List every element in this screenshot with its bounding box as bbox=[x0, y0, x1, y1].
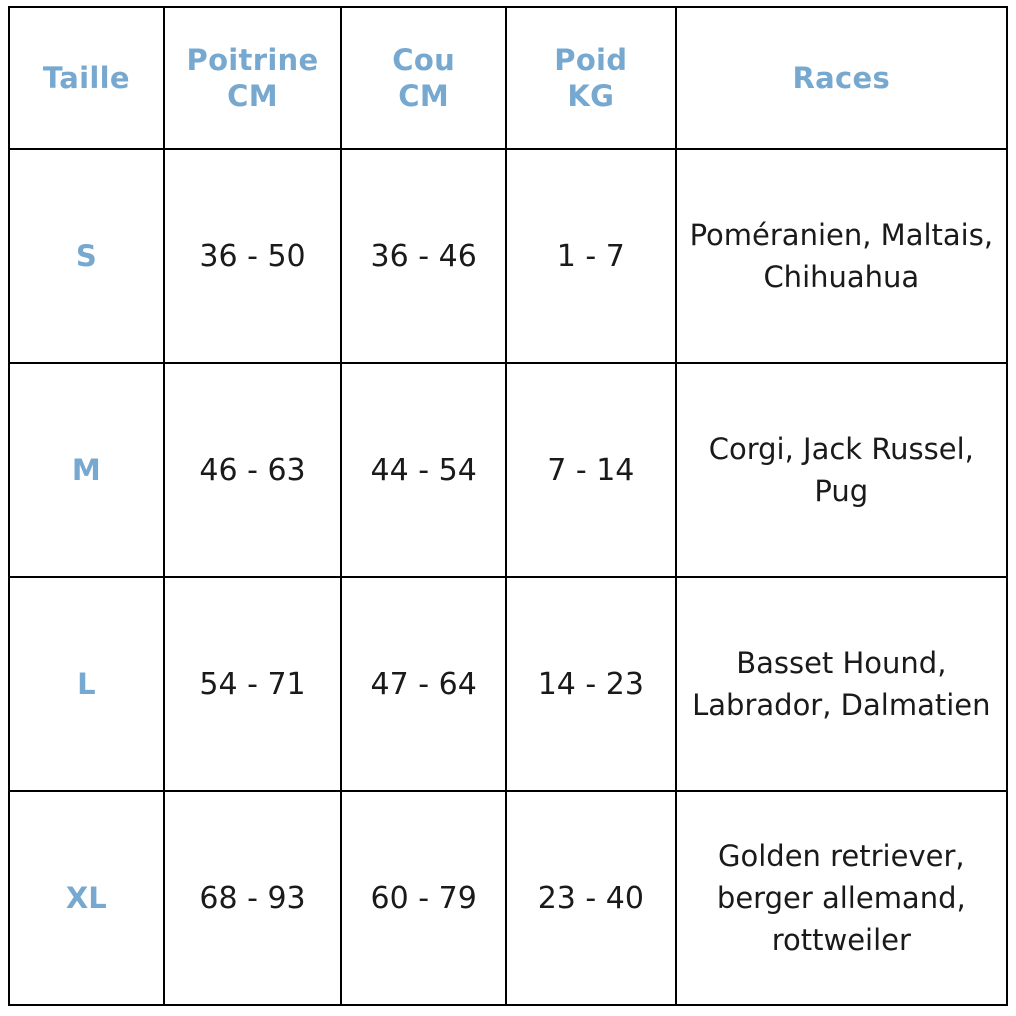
cell-poid: 1 - 7 bbox=[506, 149, 676, 363]
table-body bbox=[9, 149, 1007, 1005]
header-poitrine-line2: CM bbox=[227, 79, 278, 113]
cell-races: Poméranien, Maltais, Chihuahua bbox=[676, 149, 1007, 363]
table-row bbox=[9, 149, 1007, 363]
cell-taille: M bbox=[9, 363, 164, 577]
column-header-taille bbox=[9, 7, 164, 149]
cell-races: Golden retriever, berger allemand, rottweiler bbox=[676, 791, 1007, 1005]
header-cou-line1: Cou bbox=[392, 42, 456, 77]
cell-taille: L bbox=[9, 577, 164, 791]
header-poitrine-line1: Poitrine bbox=[186, 42, 319, 77]
cell-cou: 36 - 46 bbox=[341, 149, 506, 363]
table-row bbox=[9, 791, 1007, 1005]
header-taille-line1: Taille bbox=[42, 60, 130, 95]
column-header-cou bbox=[341, 7, 506, 149]
cell-poitrine: 46 - 63 bbox=[164, 363, 342, 577]
cell-poid: 7 - 14 bbox=[506, 363, 676, 577]
cell-cou: 47 - 64 bbox=[341, 577, 506, 791]
table-header bbox=[9, 7, 1007, 149]
header-races-line1: Races bbox=[792, 60, 891, 95]
cell-poitrine: 68 - 93 bbox=[164, 791, 342, 1005]
cell-cou: 44 - 54 bbox=[341, 363, 506, 577]
cell-poid: 14 - 23 bbox=[506, 577, 676, 791]
cell-poitrine: 36 - 50 bbox=[164, 149, 342, 363]
header-cou-line2: CM bbox=[398, 79, 450, 113]
cell-cou: 60 - 79 bbox=[341, 791, 506, 1005]
column-header-poitrine bbox=[164, 7, 342, 149]
cell-races: Corgi, Jack Russel, Pug bbox=[676, 363, 1007, 577]
table-row bbox=[9, 363, 1007, 577]
cell-taille: S bbox=[9, 149, 164, 363]
size-chart-table bbox=[8, 6, 1008, 1006]
column-header-races bbox=[676, 7, 1007, 149]
cell-taille: XL bbox=[9, 791, 164, 1005]
header-row bbox=[9, 7, 1007, 149]
column-header-poid bbox=[506, 7, 676, 149]
table-row bbox=[9, 577, 1007, 791]
cell-poitrine: 54 - 71 bbox=[164, 577, 342, 791]
header-poid-line1: Poid bbox=[554, 42, 628, 77]
header-poid-line2: KG bbox=[567, 79, 615, 113]
cell-poid: 23 - 40 bbox=[506, 791, 676, 1005]
cell-races: Basset Hound, Labrador, Dalmatien bbox=[676, 577, 1007, 791]
